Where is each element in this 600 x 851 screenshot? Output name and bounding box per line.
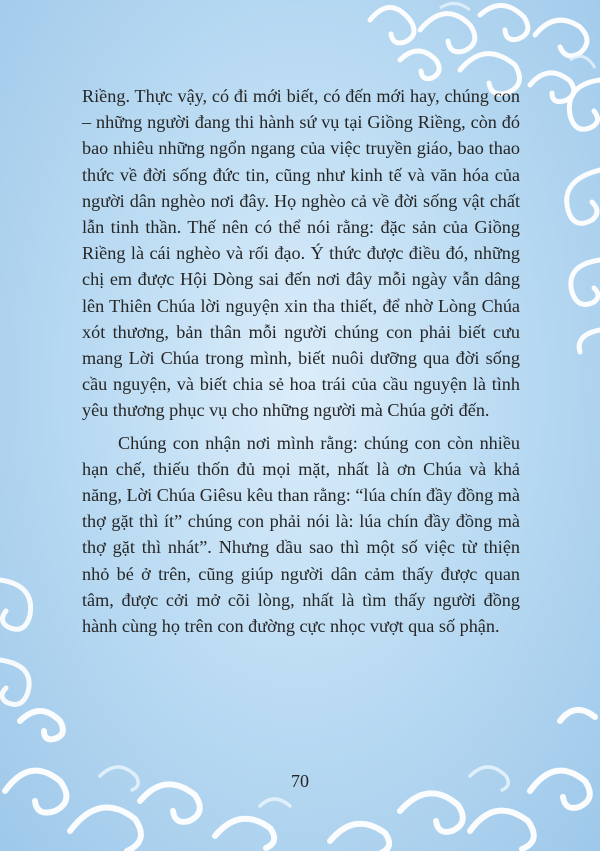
- body-text: [82, 83, 520, 639]
- paragraph-2: Chúng con nhận nơi mình rằng: chúng con còn nhiều hạn chế, thiếu thốn đủ mọi mặt, nhất là ơn Chúa và khả năng, Lời Chúa Giêsu kêu than rằng: “lúa chín đầy đồng mà thợ gặt thì ít” chúng con phải nói là: lúa chín đầy đồng mà thợ gặt thì nhát”. Nhưng dầu sao thì một số việc từ thiện nhỏ bé ở trên, cũng giúp người dân cảm thấy được quan tâm, được cởi mở cõi lòng, nhất là tìm thấy người đồng hành cùng họ trên con đường cực nhọc vượt qua số phận.: [82, 432, 520, 637]
- decorative-swirl-bottom: [0, 681, 600, 851]
- decorative-swirl-right-edge: [530, 60, 600, 360]
- paragraph-1: Riềng. Thực vậy, có đi mới biết, có đến mới hay, chúng con – những người đang thi hành sứ vụ tại Giồng Riềng, còn đó bao nhiêu những ngổn ngang của việc truyền giáo, bao thao thức về đời sống đức tin, cũng như kinh tế và văn hóa của người dân nghèo nơi đây. Họ nghèo cả về đời sống vật chất lẫn tinh thần. Thế nên có thể nói rằng: đặc sản của Giồng Riềng là cái nghèo và rối đạo. Ý thức được điều đó, những chị em được Hội Dòng sai đến nơi đây mỗi ngày vẫn dâng lên Thiên Chúa lời nguyện xin tha thiết, để nhờ Lòng Chúa xót thương, bản thân mỗi người chúng con phải biết cưu mang Lời Chúa trong mình, biết nuôi dưỡng qua đời sống cầu nguyện, và biết chia sẻ hoa trái của cầu nguyện là tình yêu thương phục vụ cho những người mà Chúa gởi đến.: [82, 86, 520, 421]
- page-number: 70: [291, 771, 309, 791]
